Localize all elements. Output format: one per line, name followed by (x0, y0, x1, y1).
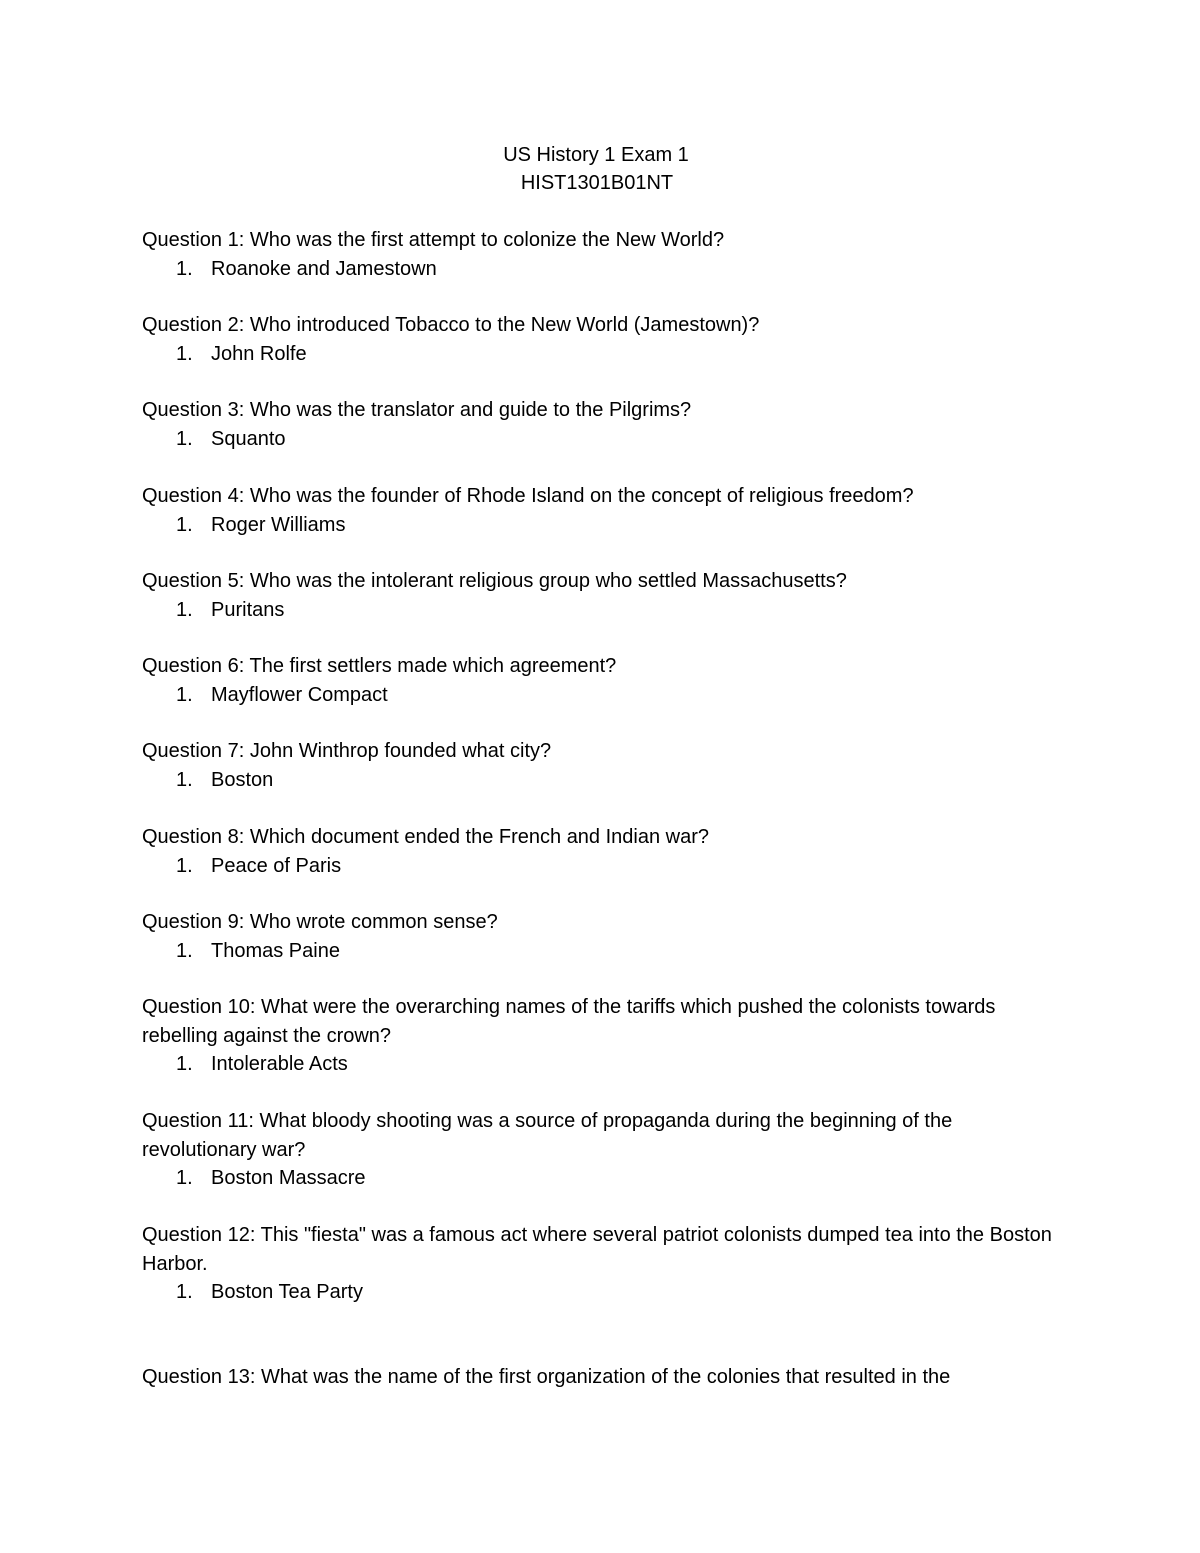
question-block-13 (142, 1363, 1142, 1392)
answer-text: Squanto (211, 427, 286, 450)
question-block-7 (142, 737, 1062, 794)
answer-text: Mayflower Compact (211, 683, 388, 706)
question-block-12 (142, 1221, 1062, 1307)
answer-item (142, 596, 1062, 625)
question-text: Question 11: What bloody shooting was a source of propaganda during the beginning of the revolutionary war? (142, 1110, 953, 1161)
course-code: HIST1301B01NT (520, 172, 674, 194)
answer-item (142, 681, 1062, 710)
document-header (0, 141, 1200, 197)
question-text: Question 6: The first settlers made which agreement? (142, 655, 617, 677)
question-block-4 (142, 482, 1062, 539)
question-text: Question 5: Who was the intolerant religious group who settled Massachusetts? (142, 570, 847, 592)
answer-item (142, 1164, 1062, 1193)
answer-text: Puritans (211, 598, 285, 621)
answer-text: Boston Massacre (211, 1167, 366, 1189)
answer-text: John Rolfe (211, 342, 307, 365)
answer-text: Roanoke and Jamestown (211, 257, 437, 280)
question-text: Question 2: Who introduced Tobacco to the New World (Jamestown)? (142, 314, 760, 336)
question-text: Question 4: Who was the founder of Rhode Island on the concept of religious freedom? (142, 485, 914, 507)
question-block-9 (142, 908, 1062, 965)
question-block-1 (142, 226, 1062, 283)
answer-item (142, 340, 1062, 369)
question-block-5 (142, 567, 1062, 624)
answer-number: 1. (176, 768, 193, 791)
question-block-3 (142, 396, 1062, 453)
answer-number: 1. (176, 427, 193, 450)
answer-number: 1. (176, 1281, 193, 1303)
question-text: Question 3: Who was the translator and guide to the Pilgrims? (142, 399, 692, 421)
answer-number: 1. (176, 939, 193, 962)
question-text: Question 12: This "fiesta" was a famous act where several patriot colonists dumped tea into the Boston Harbor. (142, 1224, 1052, 1275)
answer-text: Peace of Paris (211, 854, 342, 877)
answer-number: 1. (176, 598, 193, 621)
answer-item (142, 852, 1062, 881)
answer-text: Intolerable Acts (211, 1053, 348, 1075)
answer-item (142, 1050, 1062, 1079)
answer-number: 1. (176, 1167, 193, 1189)
question-block-11 (142, 1107, 1062, 1193)
answer-text: Boston (211, 768, 274, 791)
answer-item (142, 766, 1062, 795)
question-block-6 (142, 652, 1062, 709)
answer-item (142, 425, 1062, 454)
answer-item (142, 937, 1062, 966)
answer-text: Roger Williams (211, 513, 346, 536)
answer-text: Thomas Paine (211, 939, 340, 962)
answer-number: 1. (176, 257, 193, 280)
answer-number: 1. (176, 513, 193, 536)
answer-number: 1. (176, 683, 193, 706)
question-text: Question 9: Who wrote common sense? (142, 911, 498, 933)
answer-number: 1. (176, 854, 193, 877)
document-title: US History 1 Exam 1 (503, 144, 689, 166)
answer-number: 1. (176, 1053, 193, 1075)
question-block-8 (142, 823, 1062, 880)
question-text: Question 1: Who was the first attempt to colonize the New World? (142, 229, 725, 251)
answer-item (142, 255, 1062, 284)
answer-item (142, 1278, 1062, 1307)
answer-text: Boston Tea Party (211, 1281, 363, 1303)
answer-number: 1. (176, 342, 193, 365)
answer-item (142, 511, 1062, 540)
question-text: Question 7: John Winthrop founded what city? (142, 740, 552, 762)
question-text: Question 8: Which document ended the French and Indian war? (142, 826, 710, 848)
question-block-10 (142, 993, 1062, 1079)
question-text: Question 13: What was the name of the first organization of the colonies that resulted in the (142, 1366, 951, 1388)
question-block-2 (142, 311, 1062, 368)
question-text: Question 10: What were the overarching names of the tariffs which pushed the colonists towards rebelling against the crown? (142, 996, 996, 1047)
